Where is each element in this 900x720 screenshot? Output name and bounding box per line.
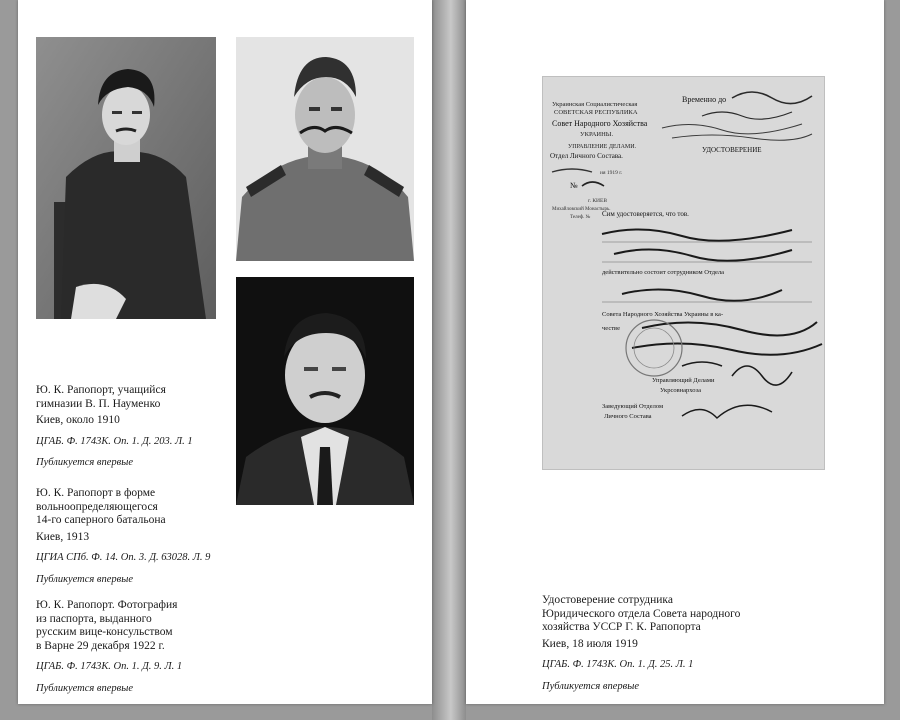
doc-phone: Телеф. № — [570, 215, 591, 220]
caption-archive-ref: ЦГАБ. Ф. 1743К. Оп. 1. Д. 9. Л. 1 — [36, 661, 183, 672]
photo-passport-portrait — [236, 277, 414, 505]
photo-student-portrait — [36, 37, 216, 319]
caption-title-line: русским вице-консульством — [36, 626, 173, 638]
doc-year-mark: ия 1919 г. — [600, 170, 623, 176]
doc-sign-line: Управляющий Делами — [652, 377, 715, 384]
caption-certificate — [542, 594, 842, 693]
doc-body-line: Сим удостоверяется, что тов. — [602, 210, 689, 218]
caption-photo-3 — [36, 599, 236, 695]
doc-body-line: Совета Народного Хозяйства Украины в ка- — [602, 311, 724, 318]
photo-uniform-portrait — [236, 37, 414, 261]
caption-title-line: в Варне 29 декабря 1922 г. — [36, 639, 165, 652]
caption-title-line: Удостоверение сотрудника — [542, 594, 673, 606]
doc-temp-label: Временно до — [682, 95, 727, 104]
right-page — [466, 0, 884, 704]
caption-published-note: Публикуется впервые — [36, 573, 133, 585]
certificate-scan — [542, 76, 825, 470]
caption-photo-2 — [36, 487, 236, 586]
caption-title-line: Ю. К. Рапопорт, учащийся — [36, 384, 166, 396]
caption-place-date: Киев, 1913 — [36, 530, 90, 543]
caption-title-line: гимназии В. П. Науменко — [36, 397, 161, 410]
caption-title-line: Ю. К. Рапопорт. Фотография — [36, 599, 178, 611]
caption-place-date: Киев, около 1910 — [36, 414, 120, 426]
caption-archive-ref: ЦГАБ. Ф. 1743К. Оп. 1. Д. 203. Л. 1 — [36, 435, 193, 447]
doc-sign-line: Укрсовнархоза — [660, 387, 701, 394]
caption-title-line: Юридического отдела Совета народного — [542, 607, 741, 620]
doc-header-line: Совет Народного Хозяйства — [552, 119, 648, 128]
doc-cert-word: УДОСТОВЕРЕНИЕ — [702, 146, 762, 154]
doc-header-line: УПРАВЛЕНИЕ ДЕЛАМИ. — [568, 144, 637, 150]
doc-header-line: Украинская Социалистическая — [552, 101, 638, 108]
doc-number-mark: № — [570, 181, 578, 190]
doc-sign-line: Личного Состава — [604, 413, 652, 420]
caption-title — [36, 599, 236, 653]
caption-title — [542, 594, 842, 635]
caption-published-note: Публикуется впервые — [36, 457, 133, 468]
caption-published-note: Публикуется впервые — [36, 682, 133, 694]
caption-title-line: из паспорта, выданного — [36, 612, 152, 625]
book-spine — [432, 0, 466, 720]
doc-sign-line: Заведующий Отделом — [602, 403, 664, 410]
caption-title-line: хозяйства УССР Г. К. Рапопорта — [542, 621, 701, 633]
doc-header-line: СОВЕТСКАЯ РЕСПУБЛИКА — [554, 109, 638, 116]
caption-title-line: 14-го саперного батальона — [36, 514, 166, 526]
caption-archive-ref: ЦГИА СПб. Ф. 14. Оп. 3. Д. 63028. Л. 9 — [36, 552, 211, 563]
doc-body-line: честве — [602, 325, 620, 332]
caption-photo-1 — [36, 384, 236, 470]
caption-title-line: вольноопределяющегося — [36, 500, 158, 513]
caption-title-line: Ю. К. Рапопорт в форме — [36, 487, 156, 499]
doc-body-line: действительно состоит сотрудником Отдела — [602, 269, 725, 276]
doc-header-line: Отдел Личного Состава. — [550, 152, 623, 160]
caption-published-note: Публикуется впервые — [542, 680, 639, 692]
caption-place-date: Киев, 18 июля 1919 — [542, 637, 638, 650]
caption-title — [36, 487, 236, 528]
doc-city: г. КИЕВ — [588, 198, 608, 204]
caption-archive-ref: ЦГАБ. Ф. 1743К. Оп. 1. Д. 25. Л. 1 — [542, 659, 694, 670]
doc-header-line: УКРАИНЫ. — [580, 131, 614, 138]
doc-address: Михайловский Монастырь. — [552, 207, 611, 212]
left-page — [18, 0, 432, 704]
caption-title — [36, 384, 236, 411]
